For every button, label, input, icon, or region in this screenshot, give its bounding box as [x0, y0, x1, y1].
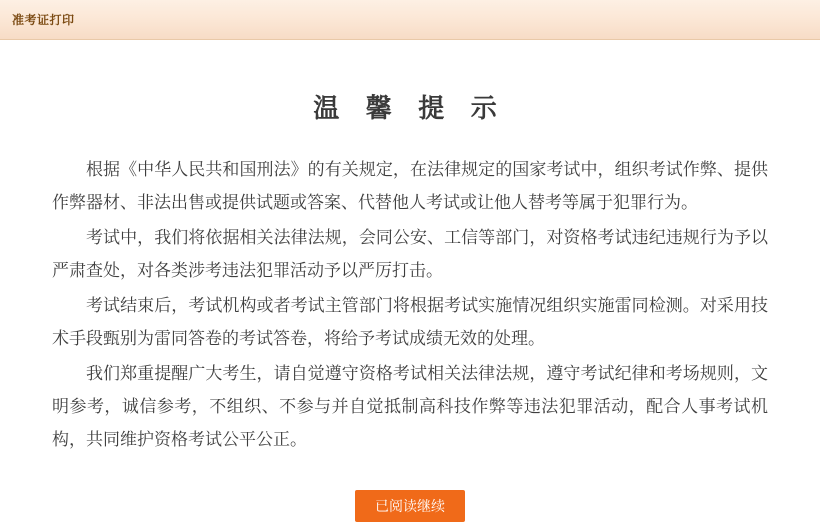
notice-paragraph: 考试结束后，考试机构或者考试主管部门将根据考试实施情况组织实施雷同检测。对采用技术手段甄别为雷同答卷的考试答卷，将给予考试成绩无效的处理。	[52, 296, 768, 348]
notice-paragraph: 我们郑重提醒广大考生，请自觉遵守资格考试相关法律法规，遵守考试纪律和考场规则，文明参考，诚信参考，不组织、不参与并自觉抵制高科技作弊等违法犯罪活动，配合人事考试机构，共同维护资格考试公平公正。	[52, 364, 768, 449]
notice-body	[30, 153, 790, 456]
notice-paragraph: 考试中，我们将依据相关法律法规，会同公安、工信等部门，对资格考试违纪违规行为予以严肃查处，对各类涉考违法犯罪活动予以严厉打击。	[52, 228, 768, 280]
continue-button[interactable]: 已阅读继续	[355, 490, 465, 522]
button-row	[30, 490, 790, 522]
notice-paragraph: 根据《中华人民共和国刑法》的有关规定，在法律规定的国家考试中，组织考试作弊、提供作弊器材、非法出售或提供试题或答案、代替他人考试或让他人替考等属于犯罪行为。	[52, 160, 768, 212]
notice-title: 温 馨 提 示	[313, 94, 507, 123]
header-bar	[0, 0, 820, 40]
page-title: 准考证打印	[12, 13, 75, 27]
main-content	[0, 88, 820, 522]
